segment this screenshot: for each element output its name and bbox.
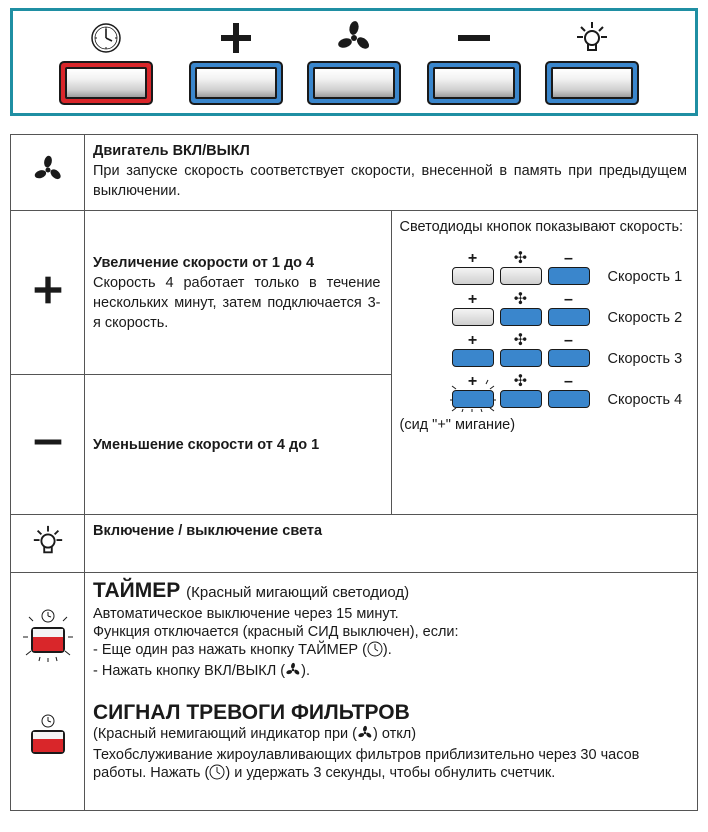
led-fan-off xyxy=(500,267,542,285)
clock-icon xyxy=(209,764,225,785)
increase-text: Скорость 4 работает только в течение нескольких минут, затем подключается 3-я скорость. xyxy=(93,274,381,331)
led-plus-off xyxy=(452,308,494,326)
led-fan-on xyxy=(500,390,542,408)
mini-plus-label: + xyxy=(467,250,478,267)
speed-indicator-legend xyxy=(392,211,698,439)
timer-blinking-led-icon xyxy=(23,607,73,663)
mini-fan-label: ✣ xyxy=(513,373,528,390)
led-plus-blinking xyxy=(452,390,494,408)
plus-key[interactable] xyxy=(189,11,283,111)
plus-button[interactable] xyxy=(189,61,283,105)
minus-button[interactable] xyxy=(427,61,521,105)
mini-plus-label: + xyxy=(467,373,478,390)
timer-description xyxy=(85,573,697,789)
mini-fan-label: ✣ xyxy=(513,332,528,349)
light-bulb-icon xyxy=(545,19,639,57)
light-row xyxy=(11,515,698,573)
timer-line-4-b: ). xyxy=(301,663,310,679)
fan-icon xyxy=(357,725,373,746)
led-plus-off xyxy=(452,267,494,285)
filter-title: СИГНАЛ ТРЕВОГИ ФИЛЬТРОВ xyxy=(93,701,410,724)
speed-label-1: Скорость 1 xyxy=(607,269,683,285)
timer-line-4-a: - Нажать кнопку ВКЛ/ВЫКЛ ( xyxy=(93,663,286,679)
minus-icon xyxy=(427,19,521,57)
fan-icon xyxy=(32,173,64,190)
speed-label-2: Скорость 2 xyxy=(607,310,683,326)
speed-row-3 xyxy=(400,329,688,370)
light-bulb-icon xyxy=(31,545,65,562)
light-key[interactable] xyxy=(545,11,639,111)
led-fan-on xyxy=(500,308,542,326)
timer-key[interactable] xyxy=(59,11,153,111)
function-table xyxy=(10,134,698,811)
light-button[interactable] xyxy=(545,61,639,105)
filter-line-2-b: ) и удержать 3 секунды, чтобы обнулить счетчик. xyxy=(225,765,556,781)
speeds-intro: Светодиоды кнопок показывают скорость: xyxy=(399,219,684,235)
timer-line-4 xyxy=(93,662,687,683)
mini-fan-label: ✣ xyxy=(513,250,528,267)
speed-label-4: Скорость 4 xyxy=(607,392,683,408)
timer-line-2: Функция отключается (красный СИД выключен), если: xyxy=(93,624,459,640)
decrease-title: Уменьшение скорости от 4 до 1 xyxy=(93,436,320,453)
speed-row-4 xyxy=(400,370,688,411)
led-minus-on xyxy=(548,308,590,326)
led-minus-on xyxy=(548,349,590,367)
timer-title: ТАЙМЕР xyxy=(93,579,181,602)
blink-note: (сид "+" мигание) xyxy=(399,417,516,433)
light-title: Включение / выключение света xyxy=(93,523,323,539)
motor-title: Двигатель ВКЛ/ВЫКЛ xyxy=(93,143,250,159)
plus-icon xyxy=(32,293,64,310)
mini-minus-label: – xyxy=(564,291,573,308)
clock-icon xyxy=(367,641,383,662)
control-panel xyxy=(10,8,698,116)
timer-button[interactable] xyxy=(59,61,153,105)
fan-key[interactable] xyxy=(307,11,401,111)
mini-fan-label: ✣ xyxy=(513,291,528,308)
mini-minus-label: – xyxy=(564,373,573,390)
minus-key[interactable] xyxy=(427,11,521,111)
timer-subtitle: (Красный мигающий светодиод) xyxy=(186,584,410,601)
speed-row-2 xyxy=(400,288,688,329)
mini-plus-label: + xyxy=(467,291,478,308)
increase-row xyxy=(11,211,698,375)
speed-label-3: Скорость 3 xyxy=(607,351,683,367)
led-plus-on xyxy=(452,349,494,367)
led-fan-on xyxy=(500,349,542,367)
fan-icon xyxy=(307,19,401,57)
timer-line-3 xyxy=(93,641,687,662)
filter-line-2-a: Техобслуживание жироулавливающих фильтров приблизительно через 30 часов работы. Нажать ( xyxy=(93,747,640,781)
timer-line-3-b: ). xyxy=(382,642,392,658)
timer-line-1: Автоматическое выключение через 15 минут. xyxy=(93,606,399,622)
mini-plus-label: + xyxy=(467,332,478,349)
timer-filter-row xyxy=(11,573,698,811)
led-minus-on xyxy=(548,390,590,408)
fan-button[interactable] xyxy=(307,61,401,105)
motor-row xyxy=(11,135,698,211)
fan-icon xyxy=(285,662,301,683)
speed-row-1 xyxy=(400,247,688,288)
led-minus-on xyxy=(548,267,590,285)
filter-line-1-a: (Красный немигающий индикатор при ( xyxy=(93,726,358,742)
timer-line-3-a: - Еще один раз нажать кнопку ТАЙМЕР ( xyxy=(93,642,367,658)
filter-line-1 xyxy=(93,725,687,746)
clock-icon xyxy=(59,19,153,57)
filter-alarm-led-icon xyxy=(23,712,73,756)
filter-line-1-b: ) откл) xyxy=(373,726,417,742)
minus-icon xyxy=(31,444,65,461)
mini-minus-label: – xyxy=(564,332,573,349)
plus-icon xyxy=(189,19,283,57)
filter-line-2 xyxy=(93,746,687,785)
motor-text: При запуске скорость соответствует скорости, внесенной в память при предыдущем выключении. xyxy=(93,163,687,199)
increase-title: Увеличение скорости от 1 до 4 xyxy=(93,254,315,271)
mini-minus-label: – xyxy=(564,250,573,267)
